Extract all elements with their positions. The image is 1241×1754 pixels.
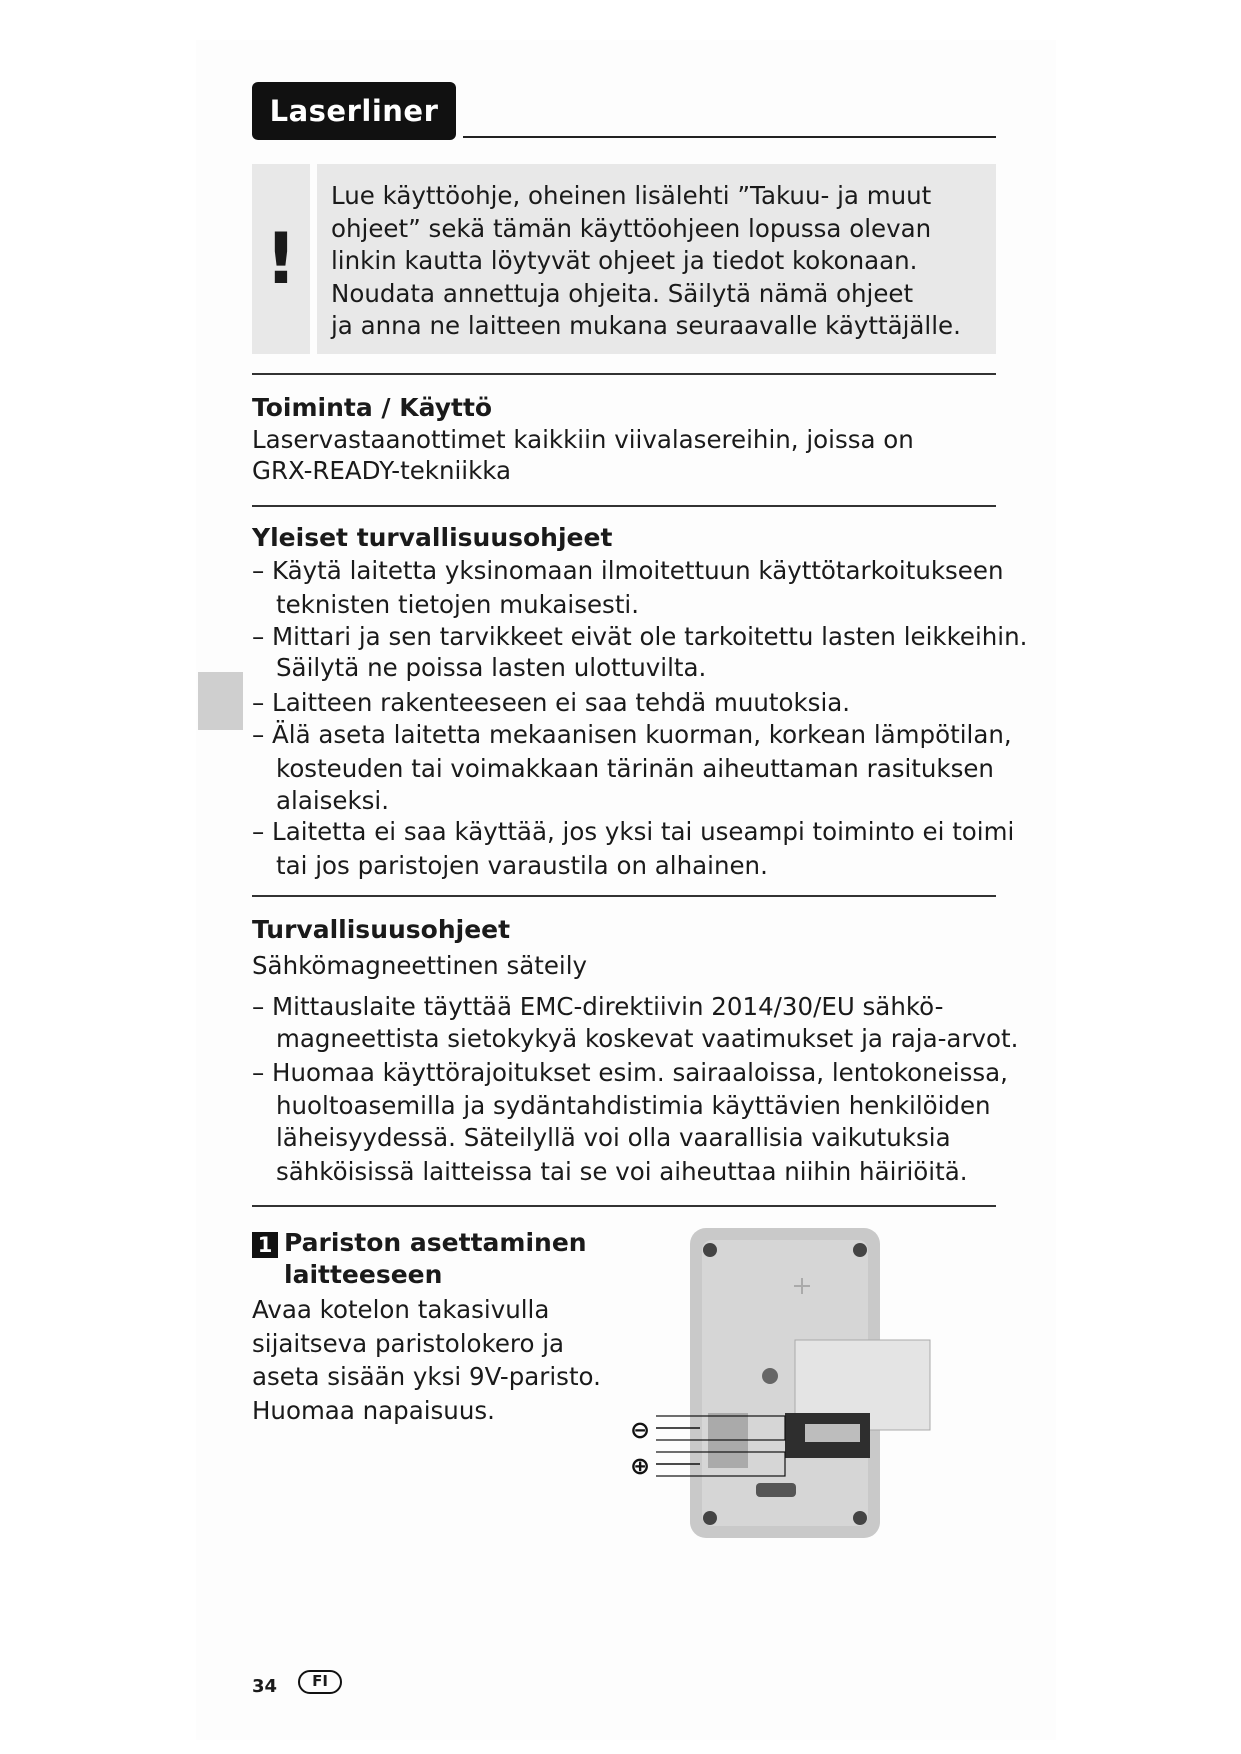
function-heading: Toiminta / Käyttö <box>252 393 493 422</box>
list-item-continuation: magneettista sietokykyä koskevat vaatimukset ja raja-arvot. <box>276 1024 1019 1053</box>
list-item-continuation: Säilytä ne poissa lasten ulottuvilta. <box>276 653 707 682</box>
page-number: 34 <box>252 1676 278 1697</box>
battery-text: Avaa kotelon takasivulla <box>252 1295 550 1324</box>
list-item-continuation: kosteuden tai voimakkaan tärinän aiheuttaman rasituksen <box>276 754 994 783</box>
battery-text: sijaitseva paristolokero ja <box>252 1329 565 1358</box>
warning-icon: ! <box>252 164 310 354</box>
list-item-continuation: sähköisissä laitteissa tai se voi aiheuttaa niihin häiriöitä. <box>276 1157 968 1186</box>
screw <box>703 1243 717 1257</box>
battery-compartment-illustration <box>630 1228 960 1548</box>
list-item: – Käytä laitetta yksinomaan ilmoitettuun käyttötarkoitukseen <box>252 556 1004 585</box>
screw <box>853 1511 867 1525</box>
section-divider <box>252 373 996 375</box>
notice-line: Noudata annettuja ohjeita. Säilytä nämä ohjeet <box>331 278 914 308</box>
list-item: – Mittauslaite täyttää EMC-direktiivin 2014/30/EU sähkö- <box>252 992 944 1021</box>
general-safety-heading: Yleiset turvallisuusohjeet <box>252 523 613 552</box>
section-divider <box>252 895 996 897</box>
function-text: GRX-READY-tekniikka <box>252 456 512 485</box>
notice-line: ja anna ne laitteen mukana seuraavalle käyttäjälle. <box>331 311 961 340</box>
list-item: – Huomaa käyttörajoitukset esim. sairaaloissa, lentokoneissa, <box>252 1058 1008 1087</box>
screw <box>853 1243 867 1257</box>
notice-line: Lue käyttöohje, oheinen lisälehti ”Takuu- ja muut <box>331 181 932 210</box>
list-item-continuation: tai jos paristojen varaustila on alhainen. <box>276 851 768 880</box>
header-rule <box>463 136 996 138</box>
safety-heading: Turvallisuusohjeet <box>252 915 511 944</box>
screw <box>762 1368 778 1384</box>
battery-text: Huomaa napaisuus. <box>252 1396 495 1425</box>
function-text: Laservastaanottimet kaikkiin viivalasereihin, joissa on <box>252 425 914 454</box>
step-number-badge: 1 <box>252 1232 278 1258</box>
minus-polarity-icon: ⊖ <box>630 1416 651 1444</box>
plus-polarity-icon: ⊕ <box>630 1452 651 1480</box>
notice-line: linkin kautta löytyvät ohjeet ja tiedot kokonaan. <box>331 246 918 275</box>
list-item-continuation: alaiseksi. <box>276 786 390 815</box>
section-divider <box>252 1205 996 1207</box>
notice-line: ohjeet” sekä tämän käyttöohjeen lopussa olevan <box>331 213 932 243</box>
section-divider <box>252 505 996 507</box>
list-item: – Laitteen rakenteeseen ei saa tehdä muutoksia. <box>252 688 851 717</box>
notice-box <box>317 164 996 354</box>
list-item-continuation: teknisten tietojen mukaisesti. <box>276 590 640 619</box>
battery-heading: laitteeseen <box>284 1260 443 1289</box>
list-item: – Laitetta ei saa käyttää, jos yksi tai useampi toiminto ei toimi <box>252 817 1015 846</box>
language-badge: FI <box>298 1670 342 1694</box>
screw <box>703 1511 717 1525</box>
battery-label <box>805 1424 860 1442</box>
chapter-tab <box>198 672 243 730</box>
battery-heading: Pariston asettaminen <box>284 1228 587 1257</box>
battery-text: aseta sisään yksi 9V-paristo. <box>252 1362 601 1391</box>
cover-latch <box>756 1483 796 1497</box>
list-item-continuation: läheisyydessä. Säteilyllä voi olla vaarallisia vaikutuksia <box>276 1123 951 1152</box>
list-item: – Älä aseta laitetta mekaanisen kuorman, korkean lämpötilan, <box>252 720 1012 749</box>
safety-subheading: Sähkömagneettinen säteily <box>252 951 588 980</box>
list-item-continuation: huoltoasemilla ja sydäntahdistimia käyttävien henkilöiden <box>276 1091 991 1120</box>
laserliner-logo: Laserliner <box>252 82 456 140</box>
list-item: – Mittari ja sen tarvikkeet eivät ole tarkoitettu lasten leikkeihin. <box>252 622 1028 651</box>
